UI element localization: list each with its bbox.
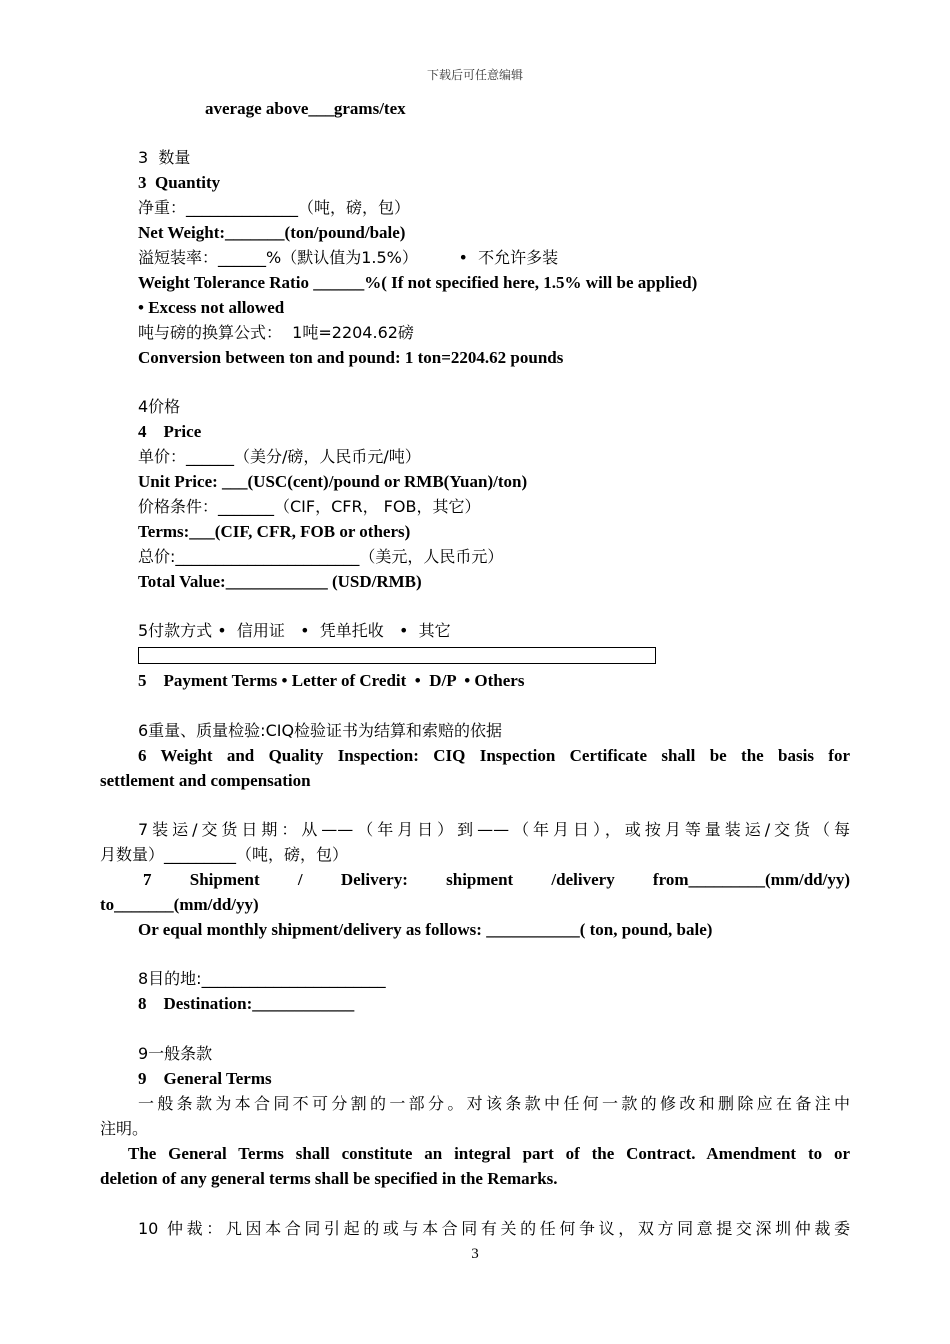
section-4-title-en: 4 Price [138, 422, 202, 441]
page-number: 3 [471, 1246, 479, 1262]
section-3-title-cn: 3 数量 [138, 148, 191, 167]
price-terms-en: Terms:___(CIF, CFR, FOB or others) [138, 522, 411, 541]
destination-cn: 8目的地:_______________________ [138, 969, 386, 988]
general-terms-cn-line1: 一般条款为本合同不可分割的一部分。对该条款中任何一款的修改和删除应在备注中 [138, 1094, 850, 1113]
net-weight-en: Net Weight:_______(ton/pound/bale) [138, 223, 406, 242]
section-9-title-cn: 9一般条款 [138, 1044, 213, 1063]
arbitration-cn: 10 仲裁：凡因本合同引起的或与本合同有关的任何争议，双方同意提交深圳仲裁委 [138, 1219, 850, 1238]
total-value-en: Total Value:____________ (USD/RMB) [138, 572, 422, 591]
shipment-cn-line2: 月数量）_________（吨，磅，包） [100, 845, 349, 864]
section-4-title-cn: 4价格 [138, 397, 181, 416]
unit-price-en: Unit Price: ___(USC(cent)/pound or RMB(Yuan)/ton) [138, 472, 528, 491]
general-terms-cn-line2: 注明。 [100, 1119, 149, 1138]
unit-price-cn: 单价：______（美分/磅，人民币元/吨） [138, 447, 421, 466]
page-header-note: 下载后可任意编辑 [426, 68, 523, 82]
tolerance-ratio-en: Weight Tolerance Ratio ______%( If not specified here, 1.5% will be applied) [138, 273, 698, 292]
payment-terms-box [138, 647, 656, 664]
general-terms-en-line1: The General Terms shall constitute an integral part of the Contract. Amendment to or [128, 1144, 850, 1163]
excess-not-allowed: • Excess not allowed [138, 298, 285, 317]
tolerance-ratio-cn: 溢短装率：______%（默认值为1.5%） • 不允许多装 [138, 248, 559, 267]
general-terms-en-line2: deletion of any general terms shall be specified in the Remarks. [100, 1169, 558, 1188]
section-9-title-en: 9 General Terms [138, 1069, 272, 1088]
payment-terms-cn: 5付款方式 • 信用证 • 凭单托收 • 其它 [138, 621, 451, 640]
monthly-shipment-en: Or equal monthly shipment/delivery as follows: ___________( ton, pound, bale) [138, 920, 713, 939]
inspection-cn: 6重量、质量检验:CIQ检验证书为结算和索赔的依据 [138, 721, 503, 740]
price-terms-cn: 价格条件：_______（CIF，CFR， FOB，其它） [138, 497, 481, 516]
total-value-cn: 总价:_______________________（美元，人民币元） [138, 547, 504, 566]
destination-en: 8 Destination:____________ [138, 994, 355, 1013]
inspection-en-line1: 6 Weight and Quality Inspection: CIQ Inspection Certificate shall be the basis for [138, 746, 850, 765]
section-3-title-en: 3 Quantity [138, 173, 221, 192]
payment-terms-en: 5 Payment Terms • Letter of Credit • D/P • Others [138, 671, 525, 690]
conversion-cn: 吨与磅的换算公式： 1吨=2204.62磅 [138, 323, 414, 342]
shipment-en-line2: to_______(mm/dd/yy) [100, 895, 259, 914]
inspection-en-line2: settlement and compensation [100, 771, 311, 790]
net-weight-cn: 净重：______________（吨，磅，包） [138, 198, 411, 217]
shipment-cn-line1: 7装运/交货日期：从——（年月日）到——（年月日），或按月等量装运/交货（每 [138, 820, 850, 839]
shipment-en-line1: 7 Shipment / Delivery: shipment /delivery from_________(mm/dd/yy) [143, 870, 850, 889]
conversion-en: Conversion between ton and pound: 1 ton=2204.62 pounds [138, 348, 564, 367]
grams-per-tex-line: average above___grams/tex [205, 99, 406, 118]
